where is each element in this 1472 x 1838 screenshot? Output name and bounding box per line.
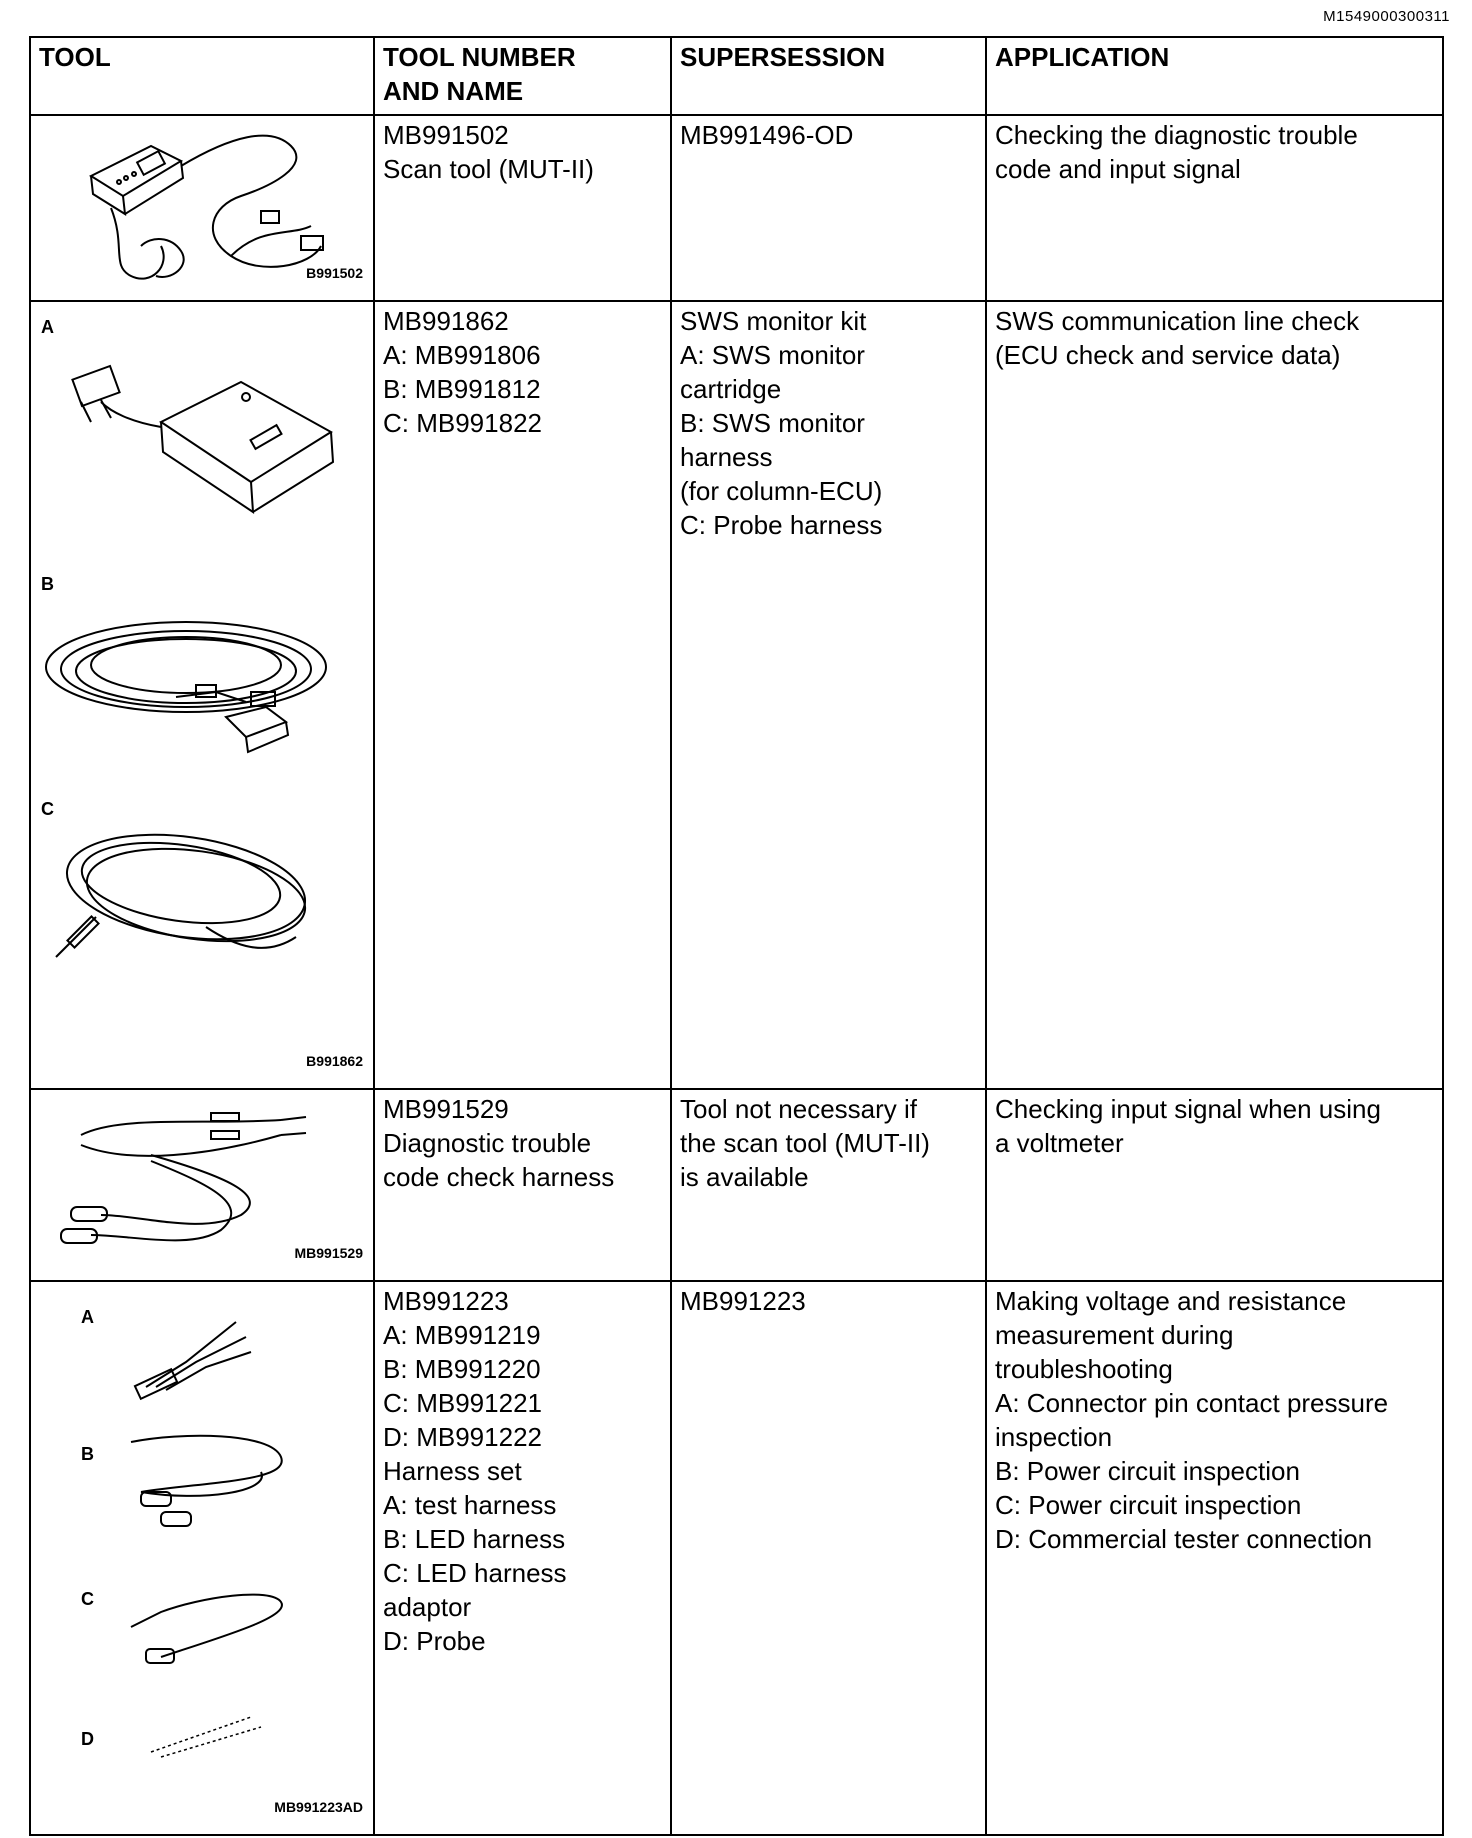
figure-label-c: C xyxy=(81,1589,94,1609)
text-line: MB991223 xyxy=(383,1286,509,1316)
text-line: Checking the diagnostic trouble xyxy=(995,120,1358,150)
led-harness-illustration xyxy=(121,1422,321,1542)
supersession-cell xyxy=(671,1281,986,1835)
text-line: (ECU check and service data) xyxy=(995,340,1341,370)
text-line: Scan tool (MUT-II) xyxy=(383,154,594,184)
tool-image-cell xyxy=(30,115,374,301)
table-row xyxy=(30,115,1443,301)
tool-number-cell xyxy=(374,1089,671,1281)
application-cell xyxy=(986,1089,1443,1281)
tool-image-cell xyxy=(30,1089,374,1281)
header-tool-number-line: AND NAME xyxy=(383,76,524,106)
tool-image-cell xyxy=(30,1281,374,1835)
text-line: inspection xyxy=(995,1422,1113,1452)
text-line: A: SWS monitor xyxy=(680,340,865,370)
probe-illustration xyxy=(141,1707,301,1767)
figure-label-d: D xyxy=(81,1729,94,1749)
figure-label-b: B xyxy=(81,1444,94,1464)
text-line: Diagnostic trouble xyxy=(383,1128,592,1158)
text-line: MB991862 xyxy=(383,306,509,336)
text-line: A: MB991219 xyxy=(383,1320,541,1350)
text-line: the scan tool (MUT-II) xyxy=(680,1128,930,1158)
special-tools-table xyxy=(29,36,1444,1836)
table-row xyxy=(30,1281,1443,1835)
text-line: measurement during xyxy=(995,1320,1234,1350)
text-line: is available xyxy=(680,1162,809,1192)
text-line: SWS communication line check xyxy=(995,306,1360,336)
text-line: SWS monitor kit xyxy=(680,306,867,336)
text-line: code and input signal xyxy=(995,154,1241,184)
figure-label-a: A xyxy=(81,1307,94,1327)
text-line: B: SWS monitor xyxy=(680,408,865,438)
figure-code: MB991223AD xyxy=(274,1799,363,1815)
tool-number-cell xyxy=(374,301,671,1089)
text-line: harness xyxy=(680,442,773,472)
text-line: MB991529 xyxy=(383,1094,509,1124)
figure-code: B991862 xyxy=(306,1053,363,1069)
text-line: MB991223 xyxy=(680,1286,806,1316)
figure-label-c: C xyxy=(41,799,54,819)
application-cell xyxy=(986,301,1443,1089)
text-line: D: Commercial tester connection xyxy=(995,1524,1373,1554)
text-line: MB991502 xyxy=(383,120,509,150)
text-line: adaptor xyxy=(383,1592,472,1622)
text-line: D: MB991222 xyxy=(383,1422,542,1452)
probe-harness-illustration xyxy=(36,817,356,1007)
figure-code: B991502 xyxy=(306,265,363,281)
text-line: C: Power circuit inspection xyxy=(995,1490,1302,1520)
text-line: A: test harness xyxy=(383,1490,557,1520)
text-line: C: MB991822 xyxy=(383,408,542,438)
sws-monitor-harness-illustration xyxy=(36,597,356,767)
text-line: cartridge xyxy=(680,374,782,404)
text-line: Harness set xyxy=(383,1456,522,1486)
text-line: C: MB991221 xyxy=(383,1388,542,1418)
tool-number-cell xyxy=(374,115,671,301)
tool-number-cell xyxy=(374,1281,671,1835)
test-harness-illustration xyxy=(126,1292,326,1402)
text-line: Making voltage and resistance xyxy=(995,1286,1347,1316)
header-tool-number xyxy=(374,37,671,115)
text-line: C: LED harness xyxy=(383,1558,567,1588)
table-row xyxy=(30,1089,1443,1281)
text-line: A: MB991806 xyxy=(383,340,541,370)
table-row xyxy=(30,301,1443,1089)
application-cell xyxy=(986,1281,1443,1835)
table-header-row xyxy=(30,37,1443,115)
text-line: C: Probe harness xyxy=(680,510,883,540)
led-harness-adaptor-illustration xyxy=(121,1567,321,1677)
text-line: MB991496-OD xyxy=(680,120,854,150)
text-line: B: MB991812 xyxy=(383,374,541,404)
text-line: B: Power circuit inspection xyxy=(995,1456,1300,1486)
application-cell xyxy=(986,115,1443,301)
header-tool: TOOL xyxy=(30,37,374,115)
text-line: a voltmeter xyxy=(995,1128,1124,1158)
header-application: APPLICATION xyxy=(986,37,1443,115)
text-line: Tool not necessary if xyxy=(680,1094,918,1124)
text-line: Checking input signal when using xyxy=(995,1094,1381,1124)
supersession-cell xyxy=(671,1089,986,1281)
sws-monitor-cartridge-illustration xyxy=(51,332,351,532)
figure-label-a: A xyxy=(41,317,54,337)
text-line: A: Connector pin contact pressure xyxy=(995,1388,1389,1418)
tool-image-cell xyxy=(30,301,374,1089)
figure-label-b: B xyxy=(41,574,54,594)
text-line: D: Probe xyxy=(383,1626,486,1656)
header-supersession: SUPERSESSION xyxy=(671,37,986,115)
text-line: code check harness xyxy=(383,1162,615,1192)
supersession-cell xyxy=(671,301,986,1089)
supersession-cell xyxy=(671,115,986,301)
text-line: (for column-ECU) xyxy=(680,476,883,506)
text-line: B: LED harness xyxy=(383,1524,566,1554)
text-line: troubleshooting xyxy=(995,1354,1173,1384)
document-id: M1549000300311 xyxy=(1323,8,1450,25)
text-line: B: MB991220 xyxy=(383,1354,541,1384)
figure-code: MB991529 xyxy=(294,1245,363,1261)
header-tool-number-line: TOOL NUMBER xyxy=(383,42,576,72)
